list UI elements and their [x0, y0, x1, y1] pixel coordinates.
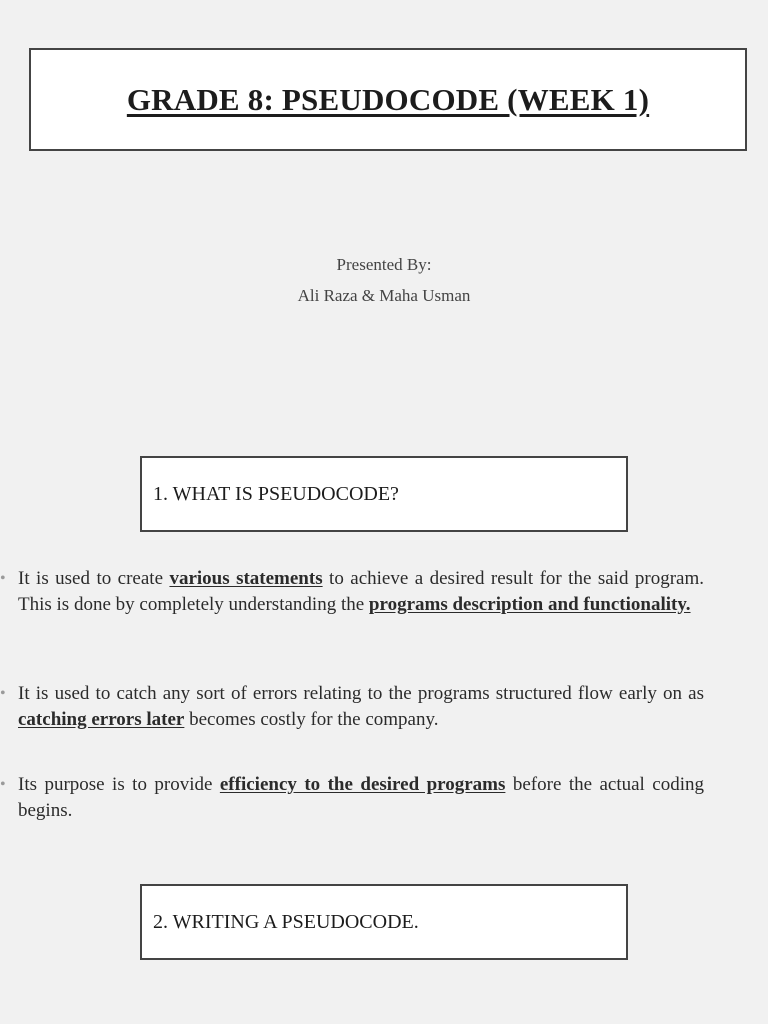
bullet-dot-icon: • [0, 685, 6, 702]
title-box [29, 48, 747, 151]
page-title: GRADE 8: PSEUDOCODE (WEEK 1) [126, 81, 650, 117]
presenter-names: Ali Raza & Maha Usman [297, 286, 471, 305]
section-heading-text: 1. WHAT IS PSEUDOCODE? [153, 482, 399, 505]
bullet-text [18, 566, 704, 617]
bullet-item-1 [0, 566, 704, 617]
bullet-item-2 [0, 681, 704, 732]
section-heading-writing-pseudocode [140, 884, 628, 960]
bullet-emphasis: efficiency to the desired programs [219, 774, 506, 795]
bullet-text-run: to achieve a desired result for the said program. This is done by completely understanding the [18, 568, 705, 615]
bullet-text [18, 772, 704, 823]
bullet-emphasis: programs description and functionality. [368, 593, 691, 615]
bullet-dot-icon: • [0, 776, 6, 793]
bullet-text-run: Its purpose is to provide [18, 774, 220, 795]
bullet-emphasis: catching errors later [18, 708, 185, 730]
bullet-text-run: before the actual coding begins. [18, 774, 704, 821]
section-heading-text: 2. WRITING A PSEUDOCODE. [153, 910, 419, 933]
presenter-label: Presented By: [336, 255, 432, 274]
bullet-text [18, 681, 704, 732]
bullet-item-3 [0, 772, 704, 823]
bullet-text-run: It is used to catch any sort of errors relating to the programs structured flow early on as [18, 683, 704, 704]
section-heading-what-is-pseudocode [140, 456, 628, 532]
bullet-emphasis: various statements [169, 568, 323, 589]
bullet-text-run: It is used to create [18, 568, 170, 589]
bullet-text-run: becomes costly for the company. [184, 708, 439, 730]
bullet-dot-icon: • [0, 570, 6, 587]
